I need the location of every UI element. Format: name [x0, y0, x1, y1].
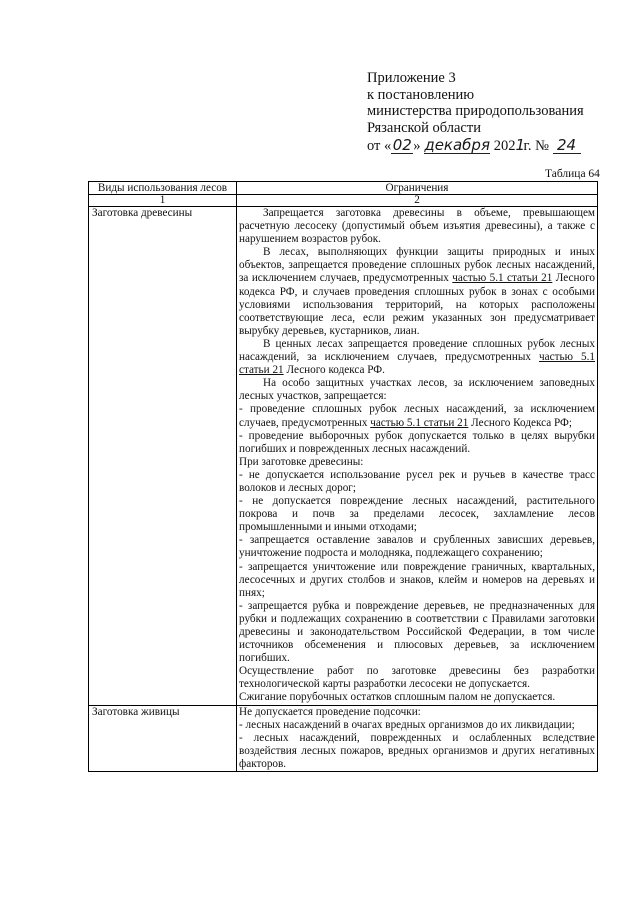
restriction-paragraph: При заготовке древесины: [239, 455, 364, 468]
law-reference-link[interactable]: частью 5.1 статьи 21 [370, 416, 469, 429]
forest-use-type: Заготовка древесины [89, 207, 237, 706]
table-label: Таблица 64 [545, 168, 600, 180]
column-header-forest-use: Виды использования лесов [89, 182, 237, 195]
column-header-restrictions: Ограничения [237, 182, 598, 195]
table-header-row [89, 182, 598, 195]
restriction-paragraph: На особо защитных участках лесов, за исключением заповедных лесных участков, запрещается: [239, 377, 595, 403]
handwritten-month: декабря [424, 136, 490, 154]
restriction-item: - проведение выборочных рубок допускается только в целях вырубки погибших и поврежденных лесных насаждений. [239, 429, 595, 455]
restriction-item: - запрещается уничтожение или повреждение граничных, квартальных, лесосечных и других столбов и знаков, клейм и номеров на деревьях и пнях; [239, 560, 595, 599]
date-quote-close: » [413, 138, 421, 154]
handwritten-number: 24 [553, 138, 581, 154]
column-number-row [89, 195, 598, 207]
header-line-region: Рязанской области [367, 119, 481, 136]
column-number-1: 1 [89, 195, 237, 207]
restriction-paragraph [239, 338, 595, 377]
restrictions-table [88, 181, 598, 772]
restriction-paragraph [239, 246, 595, 338]
date-number-line [367, 138, 627, 155]
restriction-item [239, 403, 595, 429]
document-header [367, 70, 627, 155]
paragraph-text: Лесного Кодекса РФ; [468, 416, 572, 429]
paragraph-text: В ценных лесах запрещается проведение сплошных рубок лесных насаждений, за исключением случаев, предусмотренных [239, 337, 595, 364]
restriction-item: - лесных насаждений, поврежденных и ослабленных вследствие воздействия лесных пожаров, вредных организмов и других негативных факторов. [239, 731, 595, 770]
restrictions-cell [237, 705, 598, 771]
law-reference-link[interactable]: частью 5.1 статьи 21 [239, 351, 595, 377]
restriction-item: - запрещается оставление завалов и срубленных зависших деревьев, уничтожение подроста и молодняка, подлежащего сохранению; [239, 534, 595, 560]
restriction-item: - не допускается использование русел рек и ручьев в качестве трасс волоков и лесных дорог; [239, 468, 595, 494]
table-row [89, 705, 598, 771]
paragraph-text: Лесного кодекса РФ, и случаев проведения сплошных рубок в зонах с особыми условиями использования территорий, на которых расположены соответствующие леса, если режим указанных зон предусматривает вырубку деревьев, кустарников, лиан. [239, 272, 595, 337]
restriction-paragraph: Запрещается заготовка древесины в объеме, превышающем расчетную лесосеку (допустимый объем изъятия древесины), а также с нарушением возрастов рубок. [239, 207, 595, 246]
restriction-item: - не допускается повреждение лесных насаждений, растительного покрова и почв за пределами лесосек, захламление лесов промышленными и иными отходами; [239, 495, 595, 534]
restriction-item: - лесных насаждений в очагах вредных организмов до их ликвидации; [239, 718, 575, 731]
appendix-title: Приложение 3 [367, 70, 456, 86]
header-line-resolution: к постановлению [367, 86, 475, 103]
handwritten-year-digit: 1 [515, 136, 526, 154]
law-reference-link[interactable]: частью 5.1 статьи 21 [452, 272, 553, 285]
restriction-paragraph: Сжигание порубочных остатков сплошным палом не допускается. [239, 691, 556, 704]
year-prefix: 202 [493, 138, 516, 154]
table-row [89, 207, 598, 706]
handwritten-day: 02 [392, 136, 412, 154]
date-prefix: от « [367, 138, 392, 154]
paragraph-text: - проведение сплошных рубок лесных насаждений, за исключением случаев, предусмотренных [239, 403, 595, 429]
paragraph-text: В лесах, выполняющих функции защиты природных и иных объектов, запрещается проведение сплошных рубок лесных насаждений, за исключением случаев, предусмотренных [239, 246, 595, 285]
restriction-paragraph: Осуществление работ по заготовке древесины без разработки технологической карты разработки лесосеки не допускается. [239, 665, 595, 691]
restriction-paragraph: Не допускается проведение подсочки: [239, 705, 421, 718]
forest-use-type: Заготовка живицы [89, 705, 237, 771]
paragraph-text: Лесного кодекса РФ. [283, 364, 385, 377]
restrictions-cell [237, 207, 598, 706]
column-number-2: 2 [237, 195, 598, 207]
restriction-item: - запрещается рубка и повреждение деревьев, не предназначенных для рубки и подлежащих сохранению в соответствии с Правилами заготовки древесины и законодательством Российской Федерации, в том числе источников обсеменения и плюсовых деревьев, за исключением погибших. [239, 599, 595, 665]
year-suffix: г. № [523, 138, 549, 154]
header-line-ministry: министерства природопользования [367, 103, 584, 119]
